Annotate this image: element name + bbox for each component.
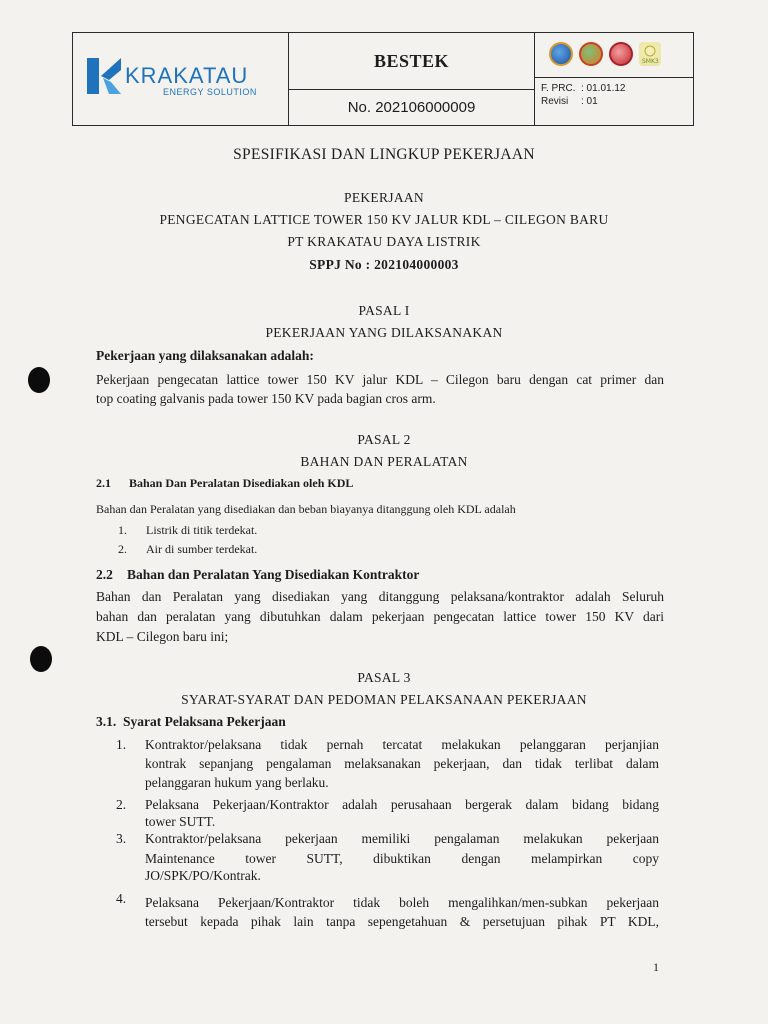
- page-number: 1: [653, 960, 659, 974]
- form-info: [535, 78, 693, 125]
- document-title: SPESIFIKASI DAN LINGKUP PEKERJAAN: [233, 146, 535, 163]
- doc-type: BESTEK: [289, 33, 534, 90]
- section-2-2-title: Bahan dan Peralatan Yang Disediakan Kontraktor: [127, 567, 420, 582]
- list-item-line: pelanggaran hukum yang berlaku.: [145, 775, 329, 790]
- orange-globe-cert-icon: [579, 42, 603, 66]
- list-item: Air di sumber terdekat.: [146, 542, 258, 556]
- punch-hole: [28, 367, 50, 393]
- pasal1-heading: PASAL I: [358, 303, 410, 318]
- blue-globe-cert-icon: [549, 42, 573, 66]
- list-item-line: Pelaksana Pekerjaan/Kontraktor adalah perusahaan bergerak dalam bidang bidang: [145, 797, 659, 812]
- svg-text:SMK3: SMK3: [642, 58, 659, 65]
- krakatau-logo-icon: [87, 58, 123, 94]
- list-item-line: tower SUTT.: [145, 814, 216, 829]
- form-value: : 01.01.12: [581, 83, 626, 94]
- pasal1-text-line2: top coating galvanis pada tower 150 KV pada bagian cros arm.: [96, 391, 436, 406]
- section-2-2-line1: Bahan dan Peralatan yang disediakan yang ditanggung pelaksana/kontraktor adalah Seluruh: [96, 589, 664, 604]
- section-2-2-number: 2.2: [96, 567, 113, 582]
- list-item-number: 2.: [116, 797, 127, 812]
- section-2-2-line2: bahan dan peralatan yang dibutuhkan dalam pekerjaan pengecatan lattice tower 150 KV dari: [96, 609, 664, 624]
- section-2-2-line3: KDL – Cilegon baru ini;: [96, 629, 229, 644]
- section-2-1-text: Bahan dan Peralatan yang disediakan dan beban biayanya ditanggung oleh KDL adalah: [96, 502, 516, 516]
- list-item-line: tersebut kepada pihak lain tanpa sepengetahuan & persetujuan pihak PT KDL,: [145, 914, 659, 929]
- list-item-line: Kontraktor/pelaksana pekerjaan memiliki pengalaman melakukan pekerjaan: [145, 831, 659, 846]
- document-header: [72, 32, 694, 126]
- smk3-cert-icon: [639, 42, 661, 66]
- list-item-number: 3.: [116, 831, 127, 846]
- revisi-value: : 01: [581, 96, 598, 107]
- list-item-line: Pelaksana Pekerjaan/Kontraktor tidak boleh mengalihkan/men-subkan pekerjaan: [145, 895, 659, 910]
- list-item-line: JO/SPK/PO/Kontrak.: [145, 868, 261, 883]
- company-subtitle: ENERGY SOLUTION: [163, 87, 257, 97]
- project-name: PENGECATAN LATTICE TOWER 150 KV JALUR KDL – CILEGON BARU: [159, 212, 609, 227]
- certification-badges: [535, 33, 693, 78]
- pasal2-heading: PASAL 2: [357, 432, 411, 447]
- pasal1-title: PEKERJAAN YANG DILAKSANAKAN: [265, 325, 503, 340]
- company-name-line: PT KRAKATAU DAYA LISTRIK: [287, 234, 481, 249]
- red-globe-cert-icon: [609, 42, 633, 66]
- list-item-line: Maintenance tower SUTT, dibuktikan dengan melampirkan copy: [145, 851, 659, 866]
- pasal1-text-line1: Pekerjaan pengecatan lattice tower 150 KV jalur KDL – Cilegon baru dengan cat primer dan: [96, 372, 664, 387]
- doc-number: No. 202106000009: [347, 99, 476, 116]
- pekerjaan-label: PEKERJAAN: [344, 190, 424, 205]
- list-item-number: 4.: [116, 891, 127, 906]
- list-item-number: 2.: [118, 542, 127, 556]
- company-name: KRAKATAU: [125, 63, 249, 88]
- punch-hole: [30, 646, 52, 672]
- list-item-line: Kontraktor/pelaksana tidak pernah tercatat melakukan pelanggaran perjanjian: [145, 737, 659, 752]
- pasal3-title: SYARAT-SYARAT DAN PEDOMAN PELAKSANAAN PEKERJAAN: [181, 692, 587, 707]
- section-3-1-title: 3.1. Syarat Pelaksana Pekerjaan: [96, 714, 286, 729]
- list-item: Listrik di titik terdekat.: [146, 523, 258, 537]
- section-2-1-title: Bahan Dan Peralatan Disediakan oleh KDL: [129, 476, 354, 490]
- form-label: F. PRC.: [541, 83, 576, 94]
- pasal3-heading: PASAL 3: [357, 670, 411, 685]
- list-item-number: 1.: [116, 737, 127, 752]
- company-logo: [73, 33, 289, 125]
- sppj-number: SPPJ No : 202104000003: [309, 257, 459, 272]
- list-item-number: 1.: [118, 523, 127, 537]
- section-2-1-number: 2.1: [96, 476, 111, 490]
- list-item-line: kontrak sepanjang pengalaman melaksanakan pekerjaan, dan tidak terlibat dalam: [145, 756, 659, 771]
- pasal1-intro: Pekerjaan yang dilaksanakan adalah:: [96, 348, 314, 363]
- revisi-label: Revisi: [541, 96, 569, 107]
- pasal2-title: BAHAN DAN PERALATAN: [300, 454, 468, 469]
